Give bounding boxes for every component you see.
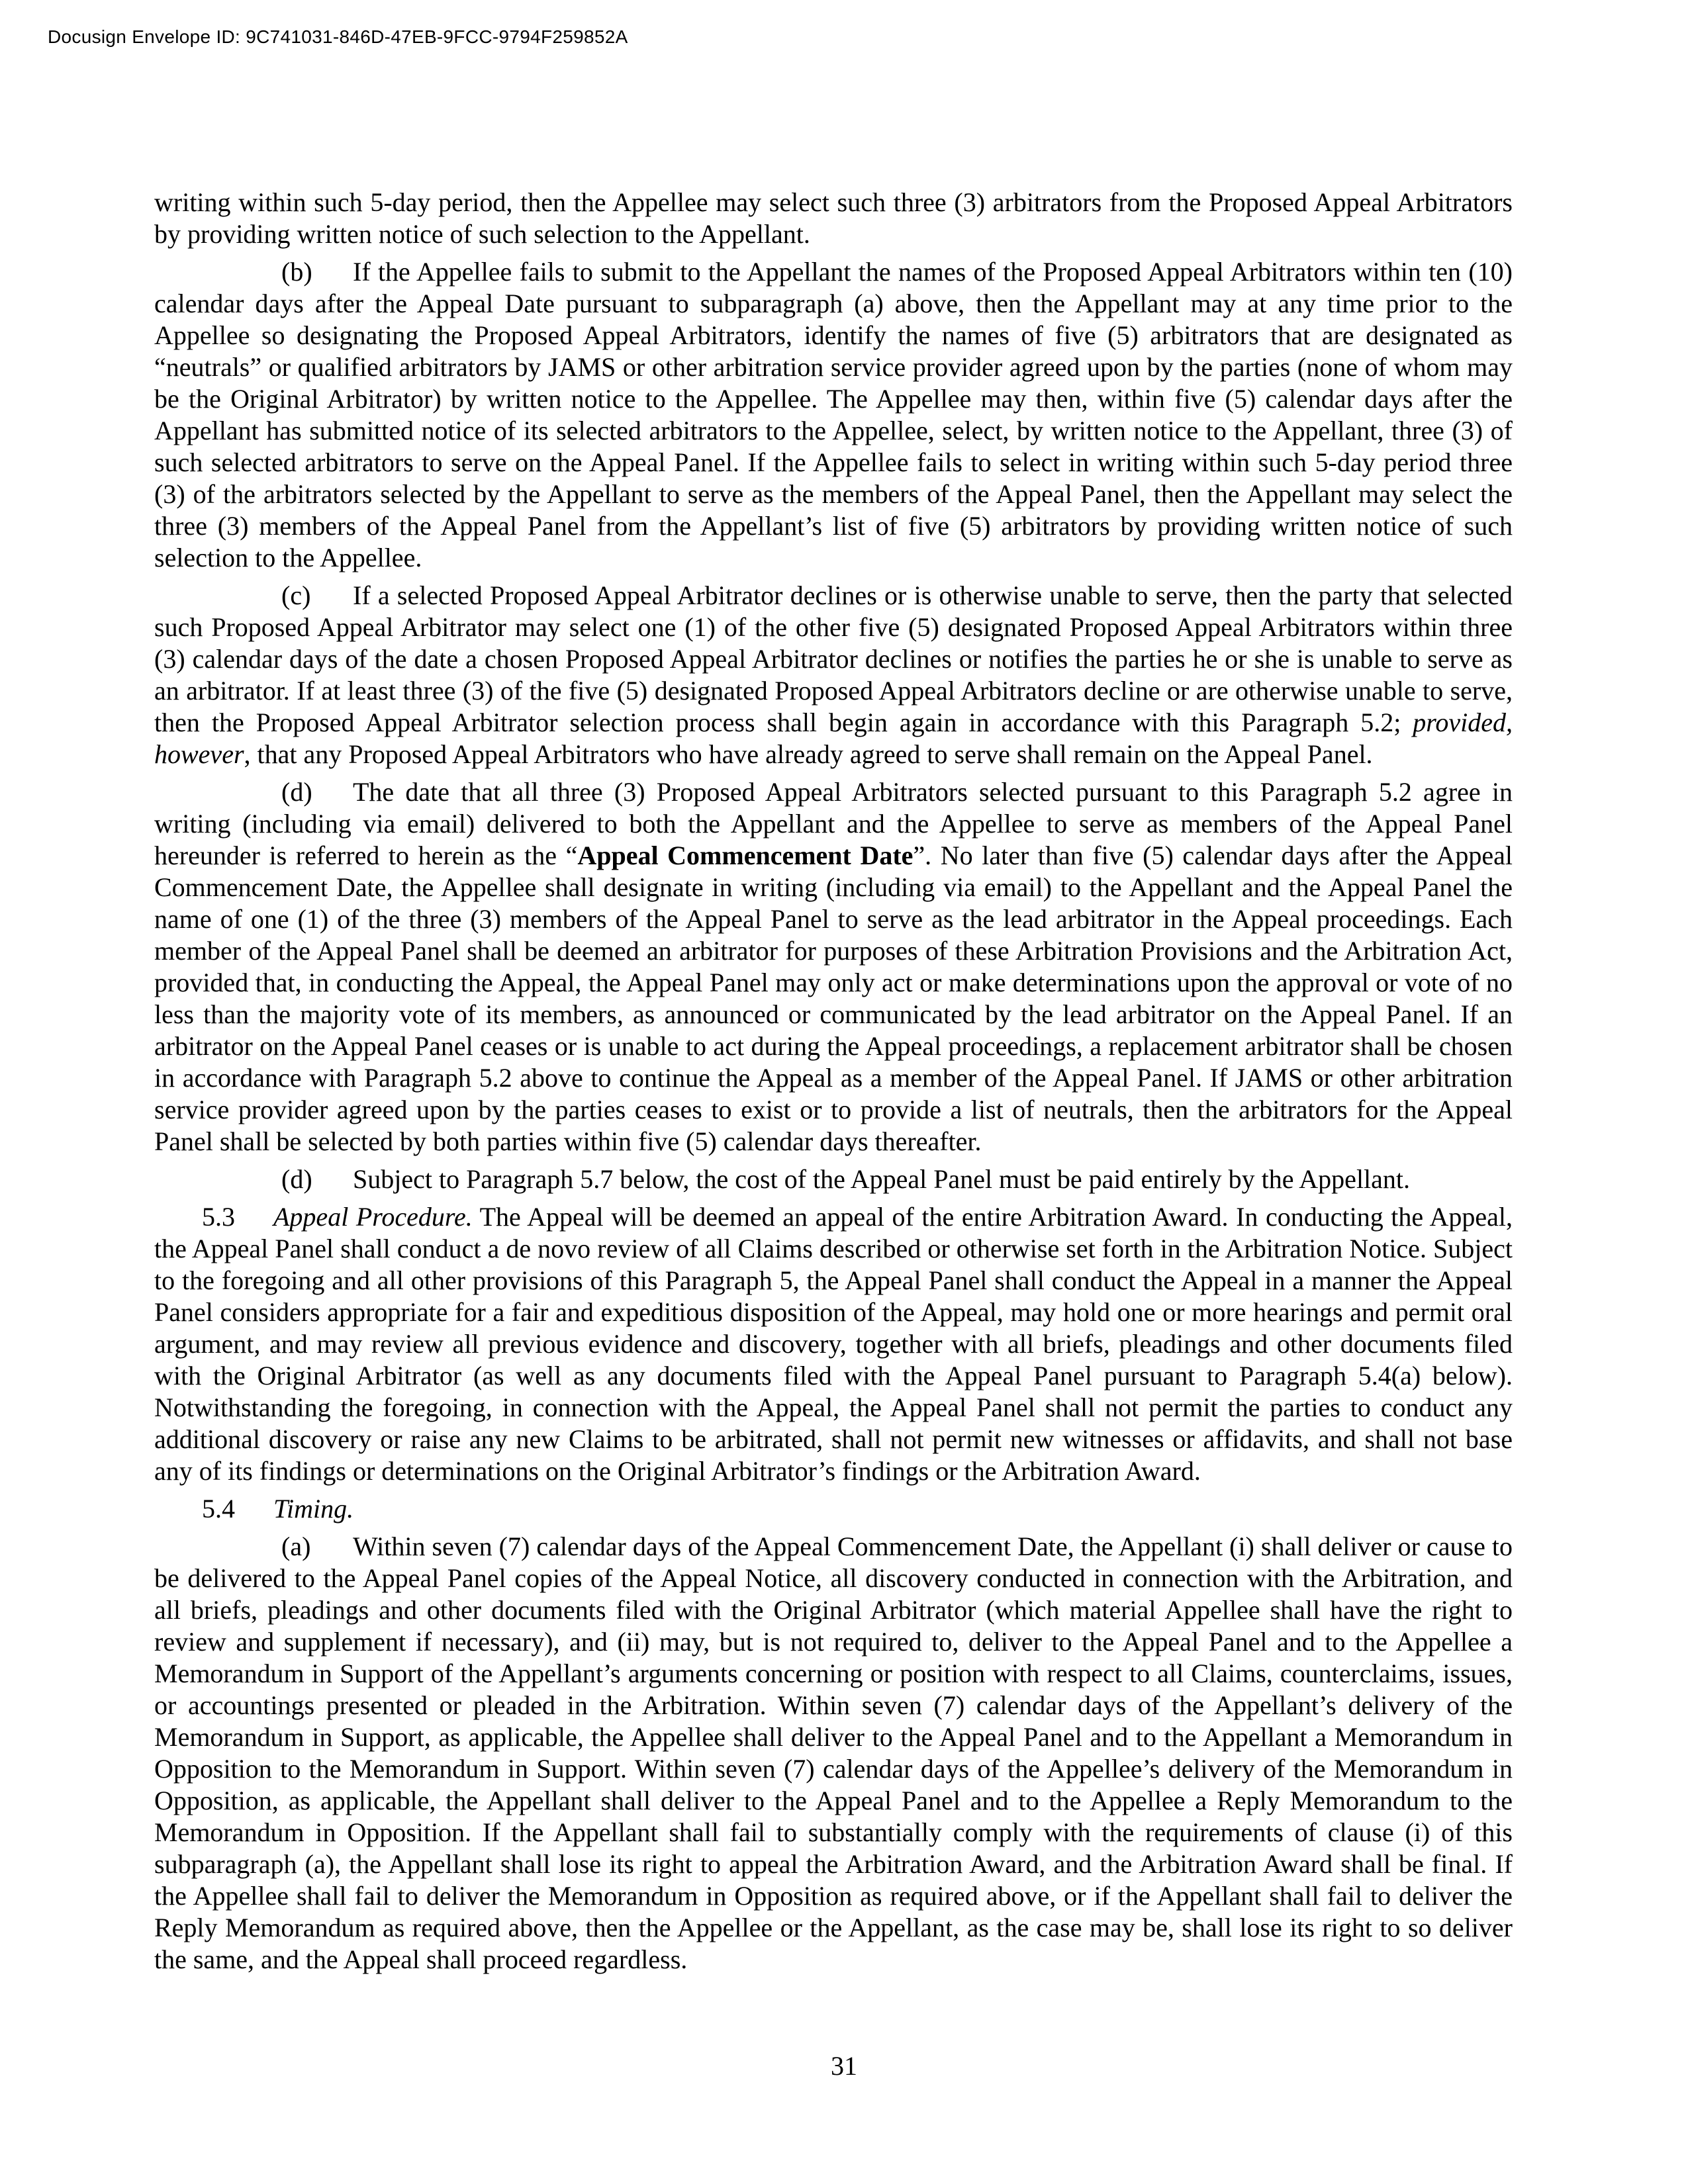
subparagraph-text: The date that all three (3) Proposed Appeal Arbitrators selected pursuant to this Paragraph 5.2 agree in writing (including via email) delivered to both the Appellant and the Appellee to serve as members of the Appeal Panel hereunder is referred to herein as the “ — [154, 777, 1513, 870]
defined-term: Appeal Commencement Date — [577, 841, 914, 870]
section-text: The Appeal will be deemed an appeal of the entire Arbitration Award. In conducting the Appeal, the Appeal Panel shall conduct a de novo review of all Claims described or otherwise set forth in the Arbitration Notice. Subject to the foregoing and all other provisions of this Paragraph 5, the Appeal Panel shall conduct the Appeal in a manner the Appeal Panel considers appropriate for a fair and expeditious disposition of the Appeal, may hold one or more hearings and permit oral argument, and may review all previous evidence and discovery, together with all briefs, pleadings and other documents filed with the Original Arbitrator (as well as any documents filed with the Appeal Panel pursuant to Paragraph 5.4(a) below). Notwithstanding the foregoing, in connection with the Appeal, the Appeal Panel shall not permit the parties to conduct any additional discovery or raise any new Claims to be arbitrated, shall not permit new witnesses or affidavits, and shall not base any of its findings or determinations on the Original Arbitrator’s findings or the Arbitration Award. — [154, 1202, 1513, 1486]
section-number: 5.3 — [202, 1202, 235, 1232]
subparagraph-d — [154, 776, 1513, 1158]
subparagraph-text: , that any Proposed Appeal Arbitrators who have already agreed to serve shall remain on the Appeal Panel. — [244, 739, 1373, 769]
document-body — [154, 187, 1513, 1976]
subparagraph-label: (d) — [281, 777, 312, 807]
section-number: 5.4 — [202, 1494, 235, 1524]
subparagraph-label: (d) — [281, 1164, 312, 1194]
subparagraph-text: If a selected Proposed Appeal Arbitrator declines or is otherwise unable to serve, then the party that selected such Proposed Appeal Arbitrator may select one (1) of the other five (5) designated Proposed Appeal Arbitrators within three (3) calendar days of the date a chosen Proposed Appeal Arbitrator declines or notifies the parties he or she is unable to serve as an arbitrator. If at least three (3) of the five (5) designated Proposed Appeal Arbitrators decline or are otherwise unable to serve, then the Proposed Appeal Arbitrator selection process shall begin again in accordance with this Paragraph 5.2; — [154, 580, 1513, 737]
paragraph-continuation: writing within such 5-day period, then the Appellee may select such three (3) arbitrators from the Proposed Appeal Arbitrators by providing written notice of such selection to the Appellant. — [154, 187, 1513, 249]
subparagraph-italic-text: provided, however — [154, 707, 1513, 769]
subparagraph-text: If the Appellee fails to submit to the Appellant the names of the Proposed Appeal Arbitrators within ten (10) calendar days after the Appeal Date pursuant to subparagraph (a) above, then the Appellant may at any time prior to the Appellee so designating the Proposed Appeal Arbitrators, identify the names of five (5) arbitrators that are designated as “neutrals” or qualified arbitrators by JAMS or other arbitration service provider agreed upon by the parties (none of whom may be the Original Arbitrator) by written notice to the Appellee. The Appellee may then, within five (5) calendar days after the Appellant has submitted notice of its selected arbitrators to the Appellee, select, by written notice to the Appellant, three (3) of such selected arbitrators to serve on the Appeal Panel. If the Appellee fails to select in writing within such 5-day period three (3) of the arbitrators selected by the Appellant to serve as the members of the Appeal Panel, then the Appellant may select the three (3) members of the Appeal Panel from the Appellant’s list of five (5) arbitrators by providing written notice of such selection to the Appellee. — [154, 257, 1513, 572]
subparagraph-d-cost — [154, 1163, 1513, 1195]
subparagraph-label: (c) — [281, 580, 311, 610]
section-5-4 — [154, 1493, 1513, 1525]
page-number: 31 — [831, 2051, 857, 2081]
section-title: Appeal Procedure. — [273, 1202, 473, 1232]
subparagraph-text: ”. No later than five (5) calendar days after the Appeal Commencement Date, the Appellee shall designate in writing (including via email) to the Appellant and the Appeal Panel the name of one (1) of the three (3) members of the Appeal Panel to serve as the lead arbitrator in the Appeal proceedings. Each member of the Appeal Panel shall be deemed an arbitrator for purposes of these Arbitration Provisions and the Arbitration Act, provided that, in conducting the Appeal, the Appeal Panel may only act or make determinations upon the approval or vote of no less than the majority vote of its members, as announced or communicated by the lead arbitrator on the Appeal Panel. If an arbitrator on the Appeal Panel ceases or is unable to act during the Appeal proceedings, a replacement arbitrator shall be chosen in accordance with Paragraph 5.2 above to continue the Appeal as a member of the Appeal Panel. If JAMS or other arbitration service provider agreed upon by the parties ceases to exist or to provide a list of neutrals, then the arbitrators for the Appeal Panel shall be selected by both parties within five (5) calendar days thereafter. — [154, 841, 1513, 1156]
subparagraph-b — [154, 256, 1513, 574]
subparagraph-label: (a) — [281, 1531, 311, 1561]
section-5-3 — [154, 1201, 1513, 1487]
subparagraph-a-timing — [154, 1531, 1513, 1976]
envelope-id: Docusign Envelope ID: 9C741031-846D-47EB-9FCC-9794F259852A — [48, 26, 628, 47]
subparagraph-c — [154, 580, 1513, 770]
subparagraph-text: Within seven (7) calendar days of the Appeal Commencement Date, the Appellant (i) shall deliver or cause to be delivered to the Appeal Panel copies of the Appeal Notice, all discovery conducted in connection with the Arbitration, and all briefs, pleadings and other documents filed with the Original Arbitrator (which material Appellee shall have the right to review and supplement if necessary), and (ii) may, but is not required to, deliver to the Appeal Panel and to the Appellee a Memorandum in Support of the Appellant’s arguments concerning or position with respect to all Claims, counterclaims, issues, or accountings presented or pleaded in the Arbitration. Within seven (7) calendar days of the Appellant’s delivery of the Memorandum in Support, as applicable, the Appellee shall deliver to the Appeal Panel and to the Appellant a Memorandum in Opposition to the Memorandum in Support. Within seven (7) calendar days of the Appellee’s delivery of the Memorandum in Opposition, as applicable, the Appellant shall deliver to the Appeal Panel and to the Appellee a Reply Memorandum to the Memorandum in Opposition. If the Appellant shall fail to substantially comply with the requirements of clause (i) of this subparagraph (a), the Appellant shall lose its right to appeal the Arbitration Award, and the Arbitration Award shall be final. If the Appellee shall fail to deliver the Memorandum in Opposition as required above, or if the Appellant shall fail to deliver the Reply Memorandum as required above, then the Appellee or the Appellant, as the case may be, shall lose its right to so deliver the same, and the Appeal shall proceed regardless. — [154, 1531, 1513, 1974]
subparagraph-text: Subject to Paragraph 5.7 below, the cost of the Appeal Panel must be paid entirely by the Appellant. — [353, 1164, 1411, 1194]
subparagraph-label: (b) — [281, 257, 312, 287]
section-title: Timing. — [273, 1494, 354, 1524]
